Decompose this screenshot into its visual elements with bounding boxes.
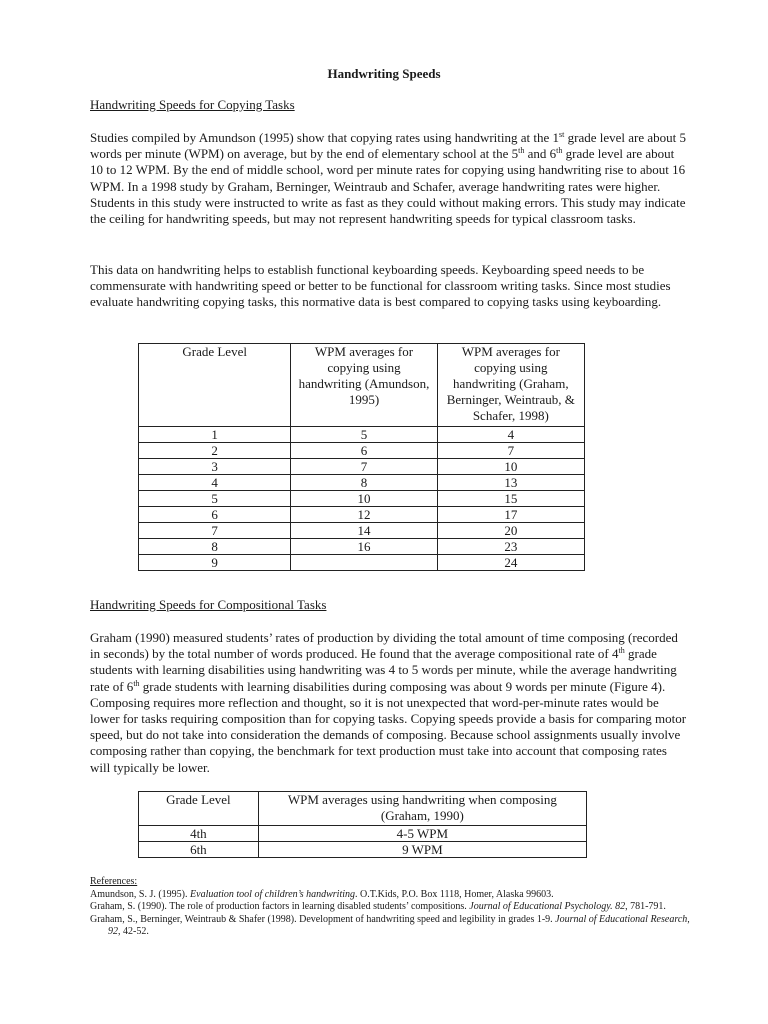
italic-title: Journal of Educational Research, 92 xyxy=(108,913,690,937)
text-run: Graham, S. (1990). The role of production factors in learning disabled students’ compositions. xyxy=(90,901,470,912)
table-row xyxy=(139,826,587,842)
column-header: WPM averages using handwriting when composing (Graham, 1990) xyxy=(258,792,586,826)
table-cell: 3 xyxy=(139,459,291,475)
table-cell: 6th xyxy=(139,842,259,858)
table-cell: 4 xyxy=(437,427,584,443)
superscript: th xyxy=(556,146,563,156)
table-cell: 4 xyxy=(139,475,291,491)
table-row xyxy=(139,555,585,571)
table-cell: 9 WPM xyxy=(258,842,586,858)
text-run: Amundson, S. J. (1995). xyxy=(90,888,191,900)
italic-title: Evaluation tool of children’s handwriting xyxy=(190,888,356,900)
table-header-row xyxy=(139,344,585,427)
references xyxy=(90,876,690,939)
reference-item xyxy=(90,889,690,902)
table-row xyxy=(139,539,585,555)
text-run: , 781-791. xyxy=(625,901,666,912)
text-run: grade students with learning disabilities using handwriting was 4 to 5 words per minute, while the average handwriting rate of 6 xyxy=(90,646,677,694)
composing-speeds-table xyxy=(138,791,587,858)
page-title: Handwriting Speeds xyxy=(327,66,441,81)
table-cell: 8 xyxy=(291,475,437,491)
italic-title: Journal of Educational Psychology. 82 xyxy=(469,901,626,912)
table-cell: 6 xyxy=(139,507,291,523)
table-row xyxy=(139,507,585,523)
column-header: WPM averages for copying using handwriting (Amundson, 1995) xyxy=(291,344,437,427)
table-cell: 6 xyxy=(291,443,437,459)
table-cell: 8 xyxy=(139,539,291,555)
table-cell: 20 xyxy=(437,523,584,539)
references-heading: References: xyxy=(90,876,138,887)
reference-item xyxy=(90,901,690,914)
table-cell: 2 xyxy=(139,443,291,459)
table-cell xyxy=(291,555,437,571)
table-cell: 24 xyxy=(437,555,584,571)
text-run: Studies compiled by Amundson (1995) show that copying rates using handwriting at the 1 xyxy=(90,130,560,145)
table-cell: 15 xyxy=(437,491,584,507)
text-run: Graham, S., Berninger, Weintraub & Shafer (1998). Development of handwriting speed and legibility in grades 1-9. xyxy=(90,913,556,925)
paragraph-copying-rates xyxy=(90,130,690,227)
text-run: grade level are about 10 to 12 WPM. By the end of middle school, word per minute rates for copying using handwriting rise to about 16 WPM. In a 1998 study by Graham, Berninger, Weintraub and Schafer, average handwriting rates were higher. Students in this study were instructed to write as fast as they could without making errors. This study may indicate the ceiling for handwriting speeds, but may not represent handwriting speeds for typical classroom tasks. xyxy=(90,146,686,227)
column-header: Grade Level xyxy=(139,792,259,826)
table-cell: 13 xyxy=(437,475,584,491)
table-cell: 7 xyxy=(437,443,584,459)
table-cell: 9 xyxy=(139,555,291,571)
table-cell: 14 xyxy=(291,523,437,539)
table-header-row xyxy=(139,792,587,826)
section-heading-compositional: Handwriting Speeds for Compositional Tasks xyxy=(90,597,327,612)
superscript: st xyxy=(559,130,565,139)
paragraph-composing-rates xyxy=(90,630,690,776)
column-header: WPM averages for copying using handwriting (Graham, Berninger, Weintraub, & Schafer, 1998) xyxy=(437,344,584,427)
table-cell: 23 xyxy=(437,539,584,555)
table-row xyxy=(139,523,585,539)
text-run: and 6 xyxy=(524,146,557,162)
text-run: . O.T.Kids, P.O. Box 1118, Homer, Alaska 99603. xyxy=(355,888,554,900)
table-row xyxy=(139,459,585,475)
table-cell: 4-5 WPM xyxy=(258,826,586,842)
table-cell: 5 xyxy=(291,427,437,443)
copying-speeds-table xyxy=(138,343,585,571)
superscript: th xyxy=(518,146,525,156)
table-cell: 1 xyxy=(139,427,291,443)
superscript: th xyxy=(618,646,625,656)
table-row xyxy=(139,475,585,491)
table-row xyxy=(139,842,587,858)
paragraph-keyboarding: This data on handwriting helps to establish functional keyboarding speeds. Keyboarding speed needs to be commensurate with handwriting speed or better to be functional for classroom writing tasks. Since most studies evaluate handwriting copying tasks, this normative data is best compared to copying tasks using keyboarding. xyxy=(90,262,671,310)
text-run: Graham (1990) measured students’ rates of production by dividing the total amount of time composing (recorded in seconds) by the total number of words produced. He found that the average compositional rate of 4 xyxy=(90,630,678,662)
column-header: Grade Level xyxy=(139,344,291,427)
text-run: grade level are about 5 words per minute (WPM) on average, but by the end of elementary school at the 5 xyxy=(90,130,687,162)
table-cell: 10 xyxy=(437,459,584,475)
text-run: , 42-52. xyxy=(118,926,149,937)
table-cell: 5 xyxy=(139,491,291,507)
text-run: grade students with learning disabilities during composing was about 9 words per minute (Figure 4). Composing requires more reflection and thought, so it is not unexpected that word-per-minute rates would be lower for tasks requiring composition than for copying tasks. Copying speeds provide a basis for comparing motor speed, but do not take into consideration the demands of composing. Because school assignments usually involve composing rather than copying, the benchmark for text production must take into account that composing rates will typically be lower. xyxy=(90,678,687,775)
table-cell: 16 xyxy=(291,539,437,555)
table-row xyxy=(139,427,585,443)
table-row xyxy=(139,443,585,459)
table-cell: 7 xyxy=(139,523,291,539)
superscript: th xyxy=(133,678,140,688)
table-cell: 12 xyxy=(291,507,437,523)
section-heading-copying: Handwriting Speeds for Copying Tasks xyxy=(90,97,295,112)
table-cell: 7 xyxy=(291,459,437,475)
table-row xyxy=(139,491,585,507)
table-cell: 10 xyxy=(291,491,437,507)
reference-item xyxy=(90,914,690,939)
table-cell: 17 xyxy=(437,507,584,523)
table-cell: 4th xyxy=(139,826,259,842)
